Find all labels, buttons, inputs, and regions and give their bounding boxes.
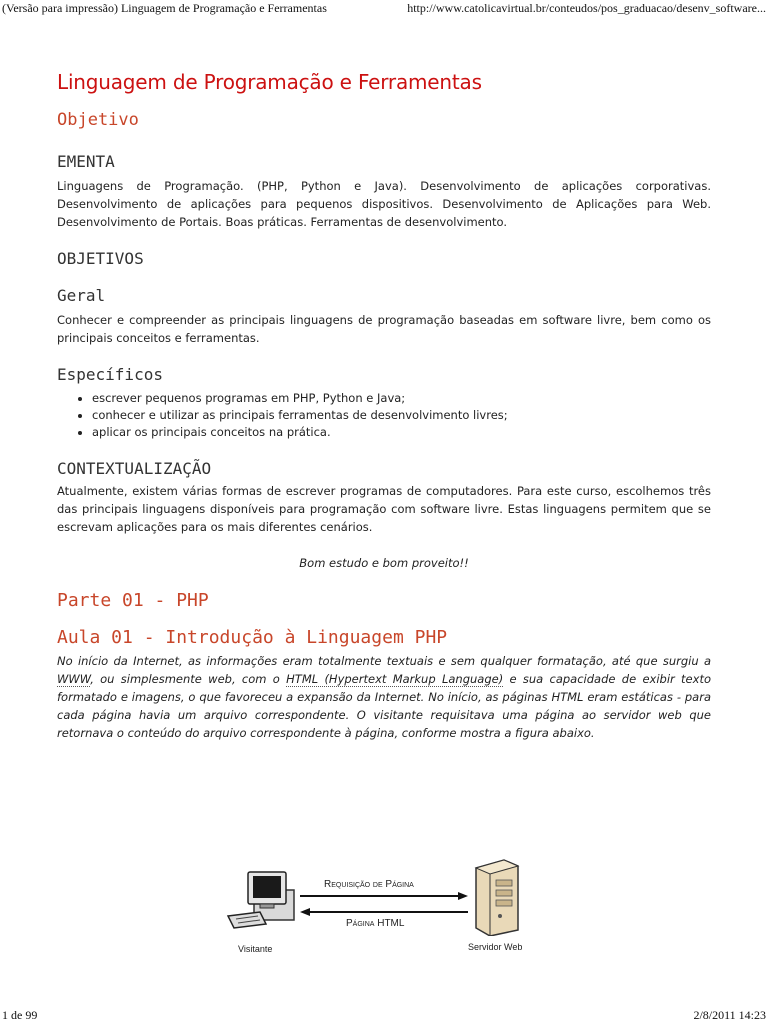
www-link[interactable]: WWW	[57, 672, 91, 686]
page-count: 1 de 99	[2, 1008, 38, 1022]
ementa-text: Linguagens de Programação. (PHP, Python e Java). Desenvolvimento de aplicações corporativas. Desenvolvimento de aplicações para pequenos dispositivos. Desenvolvimento de Aplicações para Web. Desenvolvimento de Portais. Boas práticas. Ferramentas de desenvolvimento.	[57, 179, 711, 229]
response-arrow-icon	[300, 908, 468, 916]
server-label: Servidor Web	[468, 942, 523, 952]
request-arrow-icon	[300, 892, 468, 900]
client-server-figure	[220, 856, 550, 961]
ementa-heading: EMENTA	[57, 152, 115, 171]
especificos-heading: Específicos	[57, 365, 163, 384]
document-content	[57, 70, 711, 742]
geral-heading: Geral	[57, 286, 106, 305]
print-footer	[0, 1006, 768, 1024]
list-item: • conhecer e utilizar as principais ferramentas de desenvolvimento livres;	[92, 407, 711, 424]
parte-heading: Parte 01 - PHP	[57, 590, 209, 611]
html-link[interactable]: HTML (Hypertext Markup Language)	[286, 672, 504, 686]
print-header	[0, 0, 768, 18]
especificos-list	[57, 390, 711, 441]
server-icon	[472, 858, 522, 936]
computer-icon	[226, 870, 302, 932]
print-timestamp: 2/8/2011 14:23	[693, 1008, 766, 1022]
contextualizacao-heading: CONTEXTUALIZAÇÃO	[57, 459, 212, 478]
response-label: Página HTML	[346, 918, 405, 929]
visitor-label: Visitante	[238, 944, 273, 954]
aula-intro-part1: No início da Internet, as informações eram totalmente textuais e sem qualquer formatação, até que surgiu a	[57, 654, 711, 668]
aula-intro-text	[57, 652, 711, 742]
request-label: Requisição de Página	[324, 879, 414, 890]
list-item: • aplicar os principais conceitos na prática.	[92, 424, 711, 441]
aula-intro-part2: , ou simplesmente web, com o	[90, 672, 287, 686]
closing-text: Bom estudo e bom proveito!!	[299, 556, 469, 570]
print-header-title: (Versão para impressão) Linguagem de Programação e Ferramentas	[2, 1, 327, 15]
aula-heading: Aula 01 - Introdução à Linguagem PHP	[57, 627, 448, 648]
objetivo-heading: Objetivo	[57, 110, 139, 130]
print-header-url: http://www.catolicavirtual.br/conteudos/pos_graduacao/desenv_software...	[407, 1, 766, 15]
geral-text: Conhecer e compreender as principais linguagens de programação baseadas em software livre, bem como os principais conceitos e ferramentas.	[57, 313, 711, 345]
aula-intro-part3: e sua capacidade de exibir texto formatado e imagens, o que favoreceu a expansão da Internet. No início, as páginas HTML eram estáticas - para cada página havia um arquivo correspondente. O visitante requisitava uma página ao servidor web que retornava o conteúdo do arquivo correspondente à página, conforme mostra a figura abaixo.	[57, 672, 711, 740]
page-title: Linguagem de Programação e Ferramentas	[57, 70, 482, 94]
objetivos-heading: OBJETIVOS	[57, 249, 144, 268]
list-item: • escrever pequenos programas em PHP, Python e Java;	[92, 390, 711, 407]
contextualizacao-text: Atualmente, existem várias formas de escrever programas de computadores. Para este curso, escolhemos três das principais linguagens disponíveis para programação com software livre. Estas linguagens permitem que se escrevam aplicações para os mais diferentes cenários.	[57, 484, 711, 534]
